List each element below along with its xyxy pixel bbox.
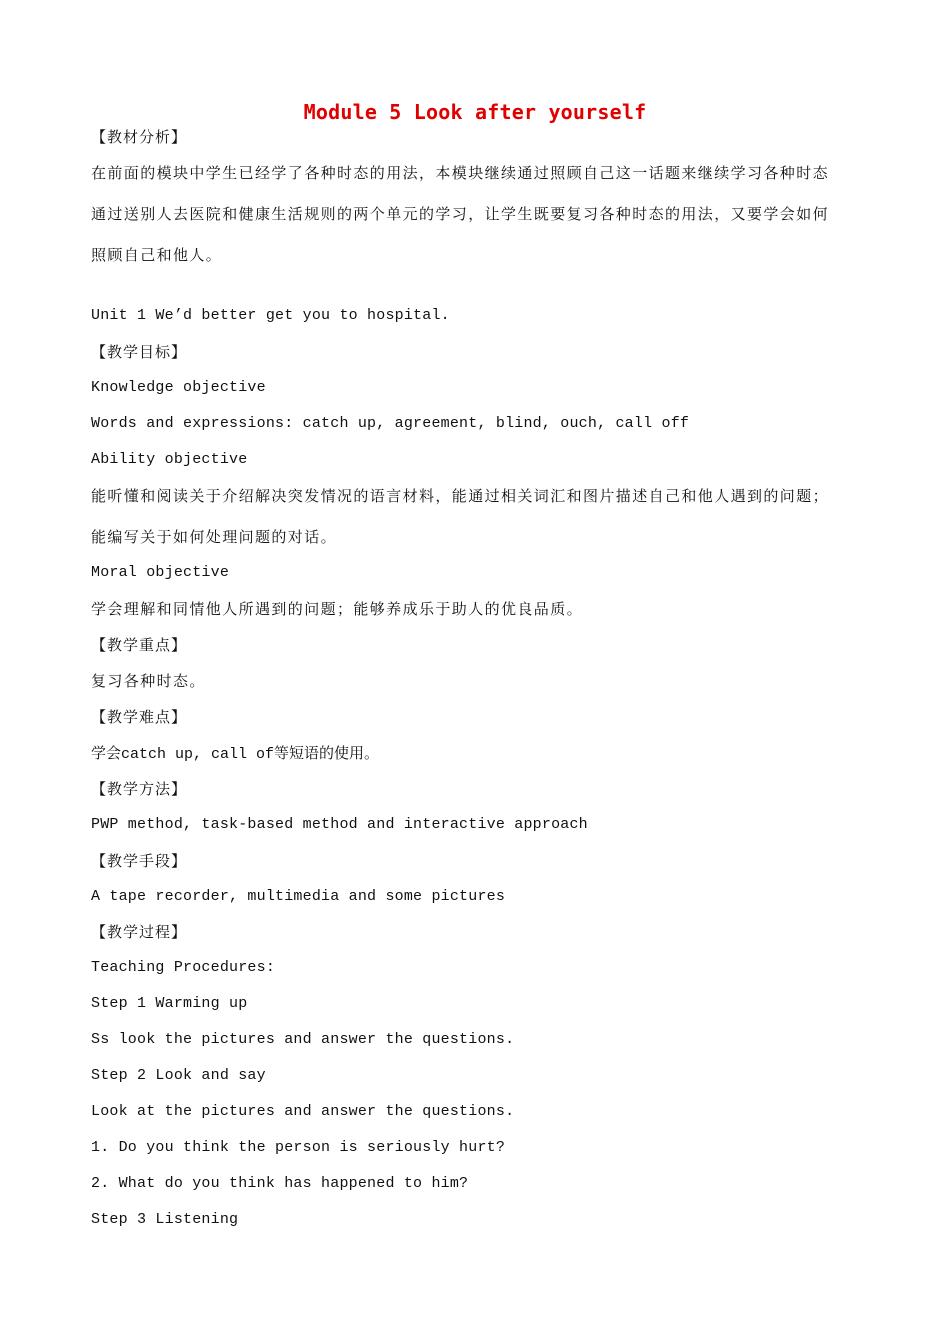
key-points-text: 复习各种时态。: [91, 672, 206, 690]
difficulties-text: [91, 742, 379, 766]
procedure-line: 1. Do you think the person is seriously hurt?: [91, 1139, 506, 1156]
analysis-line: 照顾自己和他人。: [91, 246, 223, 264]
key-points-heading: 【教学重点】: [91, 636, 188, 654]
objectives-heading: 【教学目标】: [91, 343, 188, 361]
analysis-heading: 【教材分析】: [91, 128, 188, 146]
procedure-line: Look at the pictures and answer the questions.: [91, 1103, 515, 1120]
methods-text: PWP method, task-based method and interactive approach: [91, 816, 588, 833]
ability-line: 能编写关于如何处理问题的对话。: [91, 528, 338, 546]
means-text: A tape recorder, multimedia and some pictures: [91, 888, 506, 905]
process-heading: 【教学过程】: [91, 923, 188, 941]
ability-objective-label: Ability objective: [91, 451, 248, 468]
procedure-line: Step 2 Look and say: [91, 1067, 266, 1084]
ability-line: 能听懂和阅读关于介绍解决突发情况的语言材料，能通过相关词汇和图片描述自己和他人遇到的问题；: [91, 487, 830, 505]
analysis-line: 在前面的模块中学生已经学了各种时态的用法，本模块继续通过照顾自己这一话题来继续学习各种时态: [91, 164, 830, 182]
page-title: Module 5 Look after yourself: [303, 100, 647, 124]
procedure-line: Teaching Procedures:: [91, 959, 276, 976]
knowledge-objective-label: Knowledge objective: [91, 379, 266, 396]
difficulties-prefix: 学会: [91, 744, 122, 762]
moral-objective-label: Moral objective: [91, 564, 230, 581]
analysis-line: 通过送别人去医院和健康生活规则的两个单元的学习，让学生既要复习各种时态的用法，又要学会如何: [91, 205, 830, 223]
difficulties-heading: 【教学难点】: [91, 708, 188, 726]
unit-title: Unit 1 We’d better get you to hospital.: [91, 307, 450, 324]
difficulties-suffix: 等短语的使用。: [274, 744, 380, 762]
means-heading: 【教学手段】: [91, 852, 188, 870]
difficulties-phrases: catch up, call of: [121, 746, 275, 763]
moral-text: 学会理解和同情他人所遇到的问题；能够养成乐于助人的优良品质。: [91, 600, 584, 618]
procedure-line: Step 3 Listening: [91, 1211, 239, 1228]
procedure-line: Ss look the pictures and answer the questions.: [91, 1031, 515, 1048]
words-expressions: Words and expressions: catch up, agreement, blind, ouch, call off: [91, 415, 690, 432]
procedure-line: Step 1 Warming up: [91, 995, 248, 1012]
methods-heading: 【教学方法】: [91, 780, 188, 798]
procedure-line: 2. What do you think has happened to him?: [91, 1175, 469, 1192]
